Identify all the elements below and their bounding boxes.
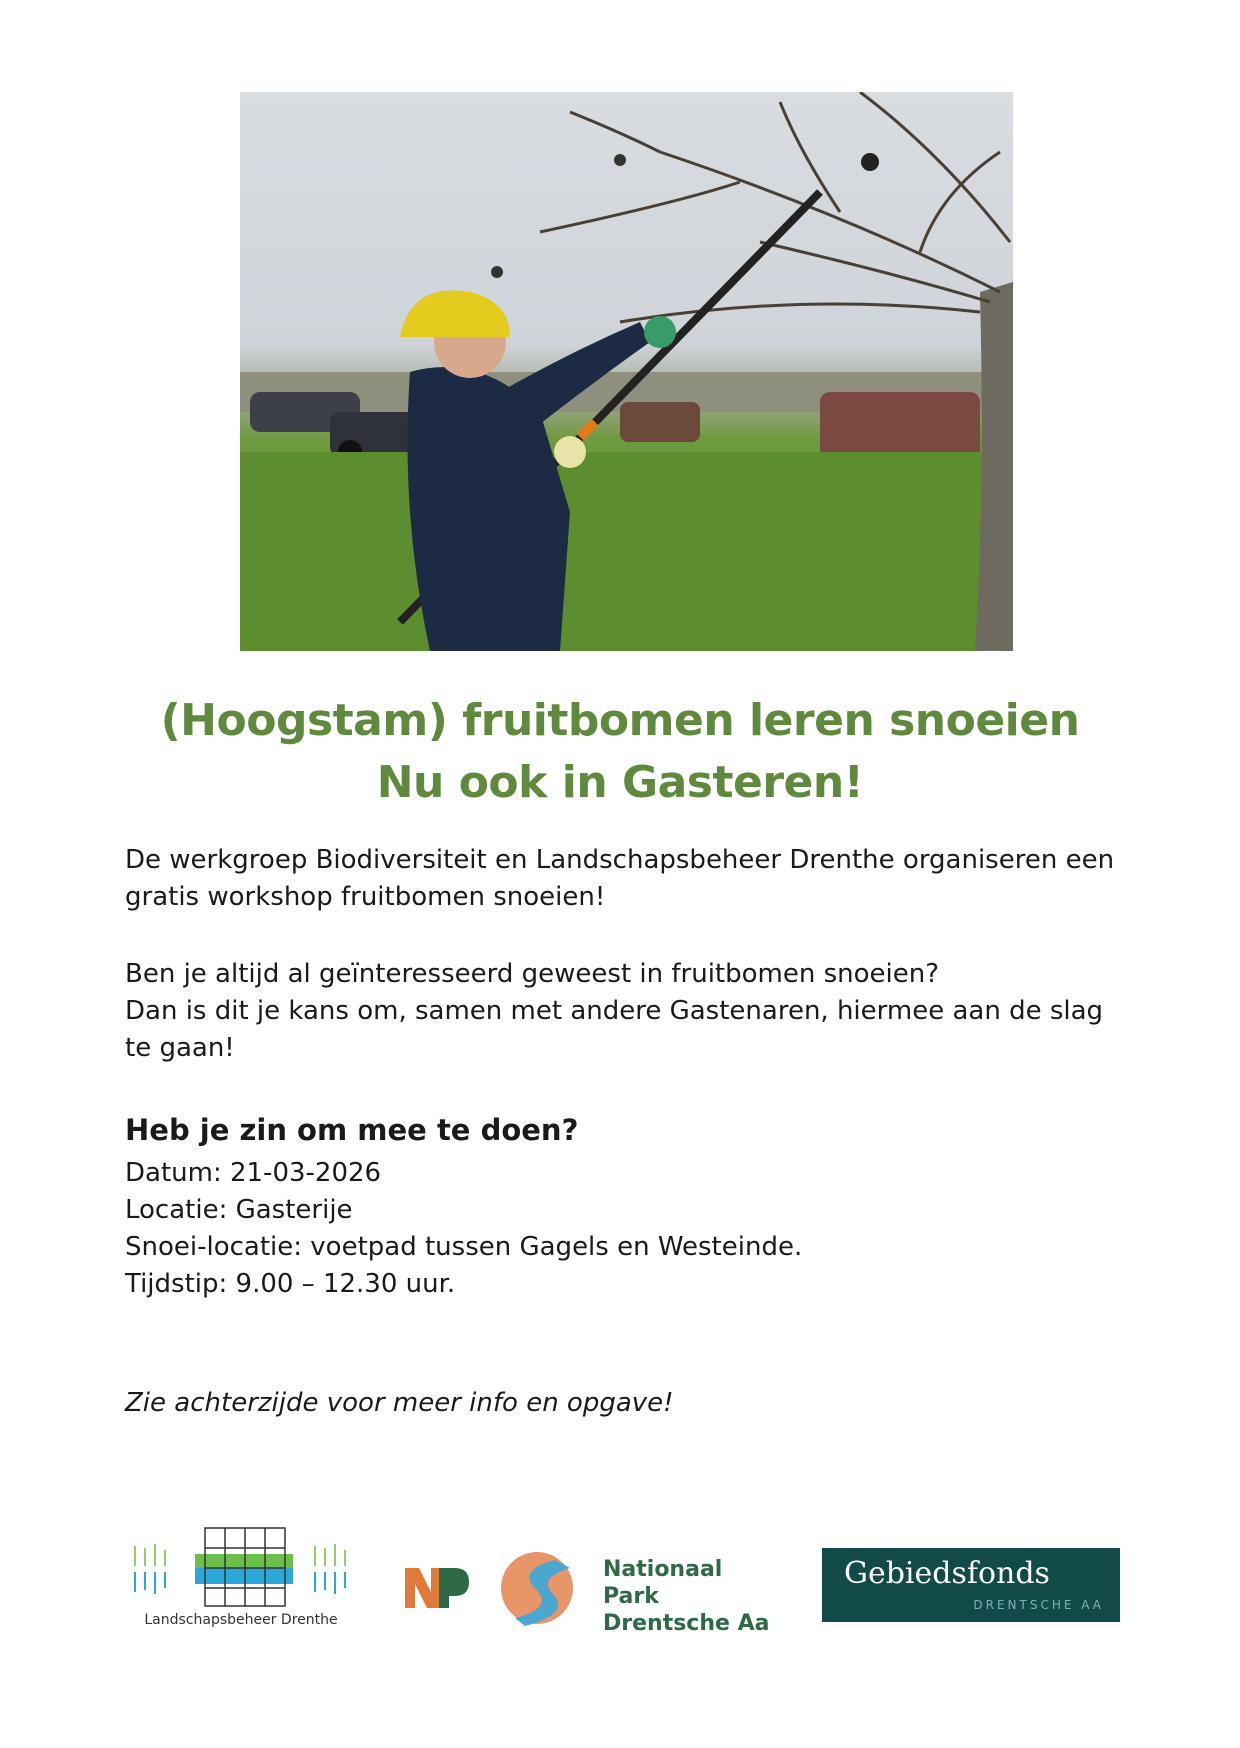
detail-locatie: Locatie: Gasterije (125, 1195, 353, 1225)
nationaal-park-name (603, 1556, 775, 1637)
landschapsbeheer-mark-icon (125, 1526, 357, 1610)
detail-datum: Datum: 21-03-2026 (125, 1158, 382, 1188)
detail-tijdstip: Tijdstip: 9.00 – 12.30 uur. (125, 1269, 456, 1299)
chance-paragraph: Dan is dit je kans om, samen met andere Gastenaren, hiermee aan de slag te gaan! (125, 996, 1104, 1063)
nationaal-park-mark-icon (405, 1548, 595, 1628)
np-line-1: Nationaal Park (603, 1557, 723, 1609)
pruning-scene-illustration (240, 92, 1013, 651)
np-line-2: Drentsche Aa (603, 1611, 770, 1636)
question-paragraph: Ben je altijd al geïnteresseerd geweest in fruitbomen snoeien? (125, 959, 940, 989)
nationaal-park-logo (405, 1548, 775, 1636)
intro-paragraph: De werkgroep Biodiversiteit en Landschapsbeheer Drenthe organiseren een gratis workshop fruitbomen snoeien! (125, 845, 1115, 912)
landschapsbeheer-logo (125, 1526, 357, 1634)
details-list (125, 1155, 802, 1303)
gebiedsfonds-logo (822, 1548, 1120, 1622)
title-line-1: (Hoogstam) fruitbomen leren snoeien (160, 695, 1080, 746)
backside-note: Zie achterzijde voor meer info en opgave! (125, 1388, 674, 1418)
title-line-2: Nu ook in Gasteren! (376, 757, 864, 808)
landschapsbeheer-name: Landschapsbeheer Drenthe (144, 1612, 338, 1628)
gebiedsfonds-subtitle: DRENTSCHE AA (973, 1598, 1104, 1612)
detail-snoeilocatie: Snoei-locatie: voetpad tussen Gagels en Westeinde. (125, 1232, 803, 1262)
hero-photo (240, 92, 1013, 651)
gebiedsfonds-name: Gebiedsfonds (844, 1556, 1050, 1591)
details-heading: Heb je zin om mee te doen? (125, 1113, 579, 1147)
